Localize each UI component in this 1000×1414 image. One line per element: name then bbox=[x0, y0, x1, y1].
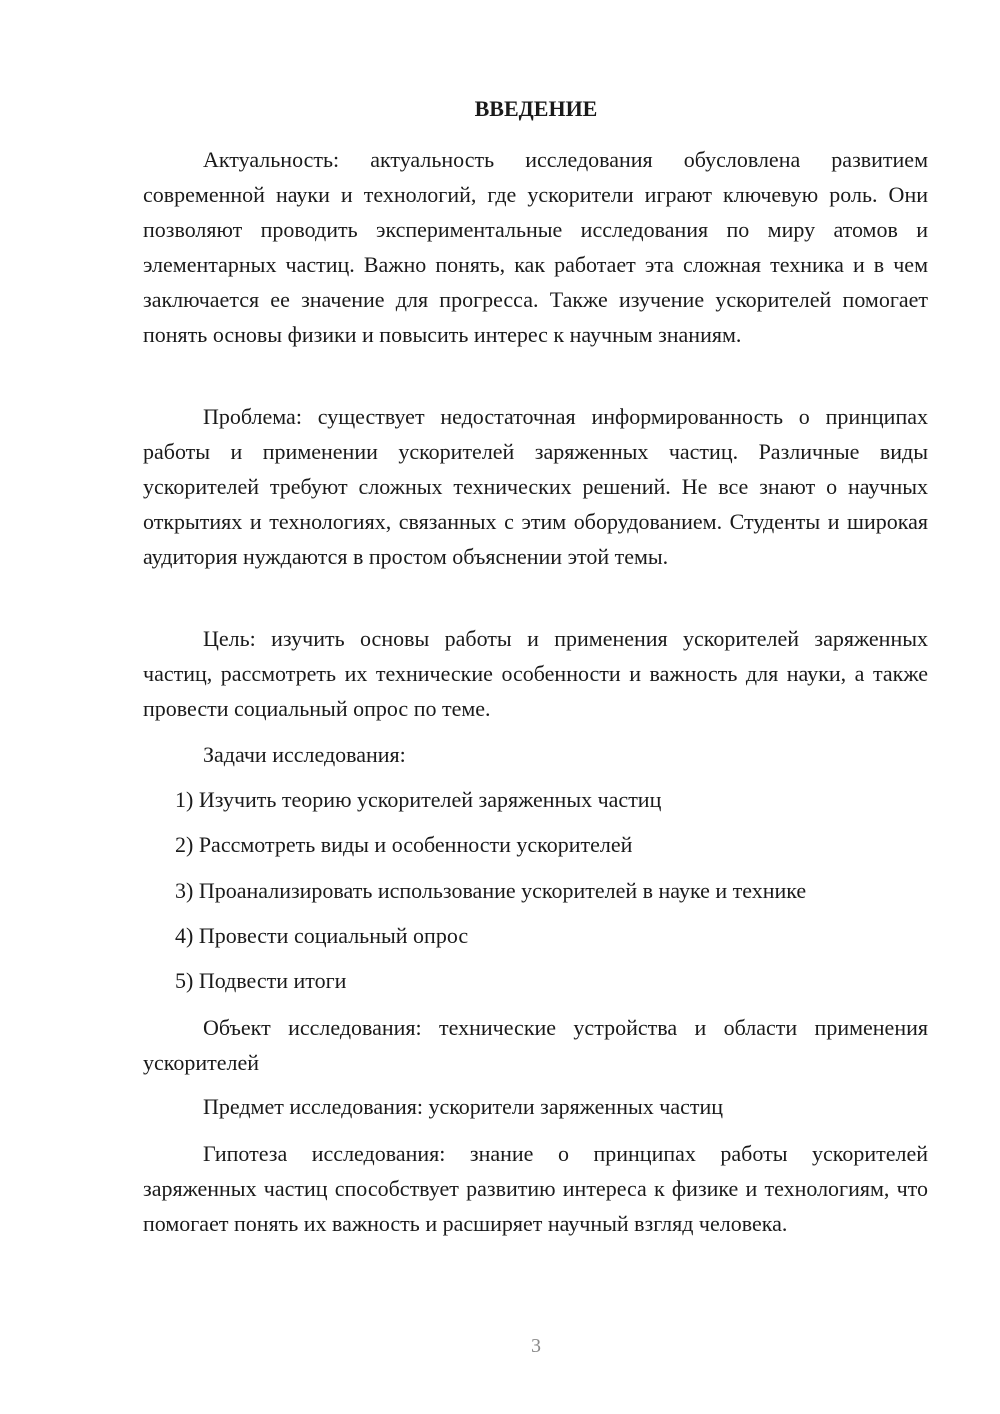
object-paragraph: Объект исследования: технические устройства и области применения ускорителей bbox=[143, 1015, 928, 1075]
problem-paragraph: Проблема: существует недостаточная информированность о принципах работы и применении ускорителей заряженных частиц. Различные виды ускорителей требуют сложных технических решений. Не все знают о научных открытиях и технологиях, связанных с этим оборудованием. Студенты и широкая аудитория нуждаются в простом объяснении этой темы. bbox=[143, 404, 928, 569]
hypothesis-paragraph: Гипотеза исследования: знание о принципах работы ускорителей заряженных частиц способствует развитию интереса к физике и технологиям, что помогает понять их важность и расширяет научный взгляд человека. bbox=[143, 1141, 928, 1236]
task-item-4: 4) Провести социальный опрос bbox=[175, 923, 469, 948]
goal-paragraph: Цель: изучить основы работы и применения ускорителей заряженных частиц, рассмотреть их технические особенности и важность для науки, а также провести социальный опрос по теме. bbox=[143, 626, 928, 721]
task-item-3: 3) Проанализировать использование ускорителей в науке и технике bbox=[175, 878, 807, 903]
task-item-5: 5) Подвести итоги bbox=[175, 968, 347, 993]
page-number: 3 bbox=[531, 1335, 541, 1357]
relevance-paragraph: Актуальность: актуальность исследования обусловлена развитием современной науки и технологий, где ускорители играют ключевую роль. Они позволяют проводить экспериментальные исследования по миру атомов и элементарных частиц. Важно понять, как работает эта сложная техника и в чем заключается ее значение для прогресса. Также изучение ускорителей помогает понять основы физики и повысить интерес к научным знаниям. bbox=[143, 147, 928, 347]
section-title: ВВЕДЕНИЕ bbox=[474, 96, 598, 121]
task-item-1: 1) Изучить теорию ускорителей заряженных частиц bbox=[175, 787, 662, 812]
task-item-2: 2) Рассмотреть виды и особенности ускорителей bbox=[175, 832, 633, 857]
tasks-heading: Задачи исследования: bbox=[203, 742, 406, 767]
subject-paragraph: Предмет исследования: ускорители заряженных частиц bbox=[203, 1094, 724, 1119]
